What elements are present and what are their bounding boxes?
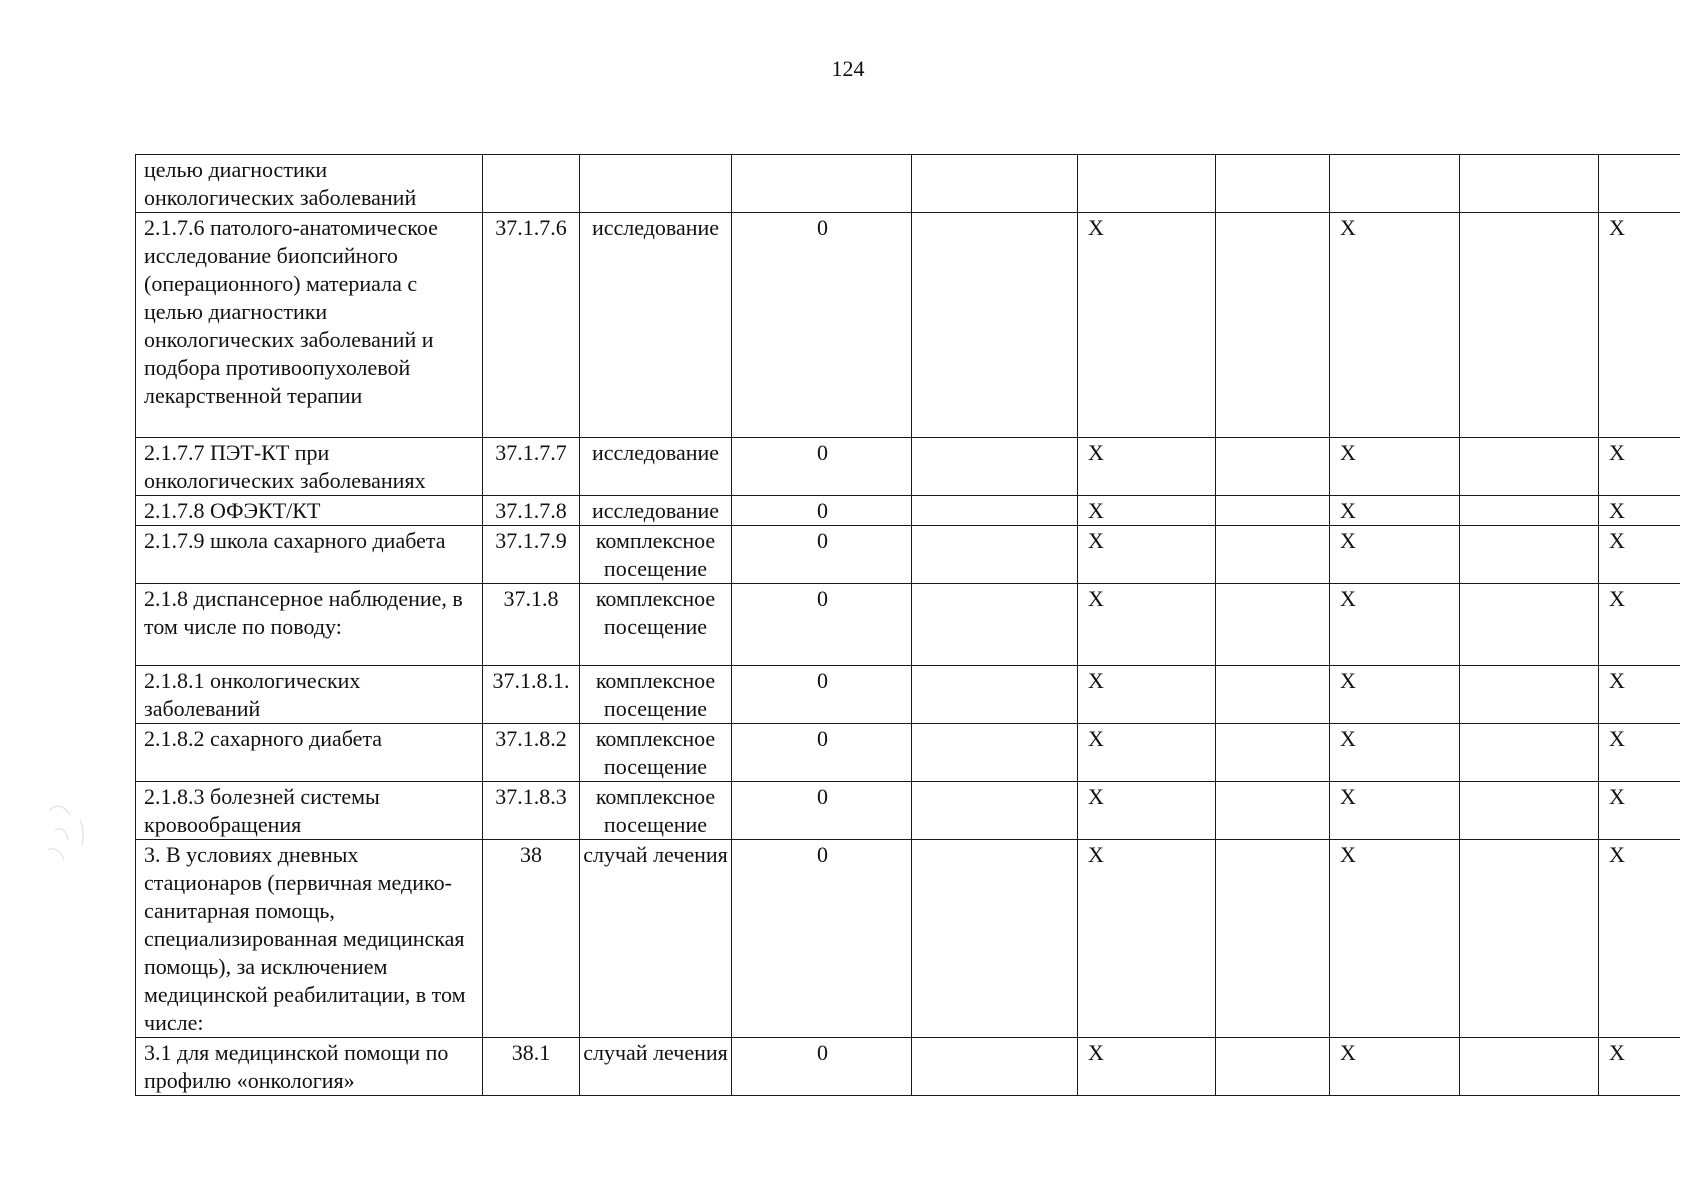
- row-name-cell: 2.1.8.3 болезней системы кровообращения: [136, 782, 483, 840]
- row-name-cell: 2.1.8 диспансерное наблюдение, в том числе по поводу:: [136, 584, 483, 666]
- row-x-cell: X: [1078, 1038, 1216, 1096]
- empty-cell: [1216, 724, 1330, 782]
- row-code-cell: 37.1.8.3: [483, 782, 580, 840]
- row-code-cell: 37.1.8.1.: [483, 666, 580, 724]
- row-value-cell: 0: [732, 1038, 912, 1096]
- empty-cell: [912, 438, 1078, 496]
- row-x-cell: X: [1599, 213, 1681, 438]
- empty-cell: [1216, 666, 1330, 724]
- row-x-cell: X: [1330, 782, 1460, 840]
- row-unit-cell: комплексное посещение: [580, 584, 732, 666]
- row-x-cell: X: [1078, 213, 1216, 438]
- row-x-cell: X: [1599, 1038, 1681, 1096]
- row-x-cell: X: [1330, 666, 1460, 724]
- table-row: [136, 438, 1681, 496]
- row-name-cell: 3.1 для медицинской помощи по профилю «онкология»: [136, 1038, 483, 1096]
- row-name-cell: 2.1.7.7 ПЭТ-КТ при онкологических заболеваниях: [136, 438, 483, 496]
- row-value-cell: [732, 155, 912, 213]
- row-name-cell: 2.1.8.2 сахарного диабета: [136, 724, 483, 782]
- row-name-cell: 2.1.7.8 ОФЭКТ/КТ: [136, 496, 483, 526]
- row-x-cell: X: [1078, 840, 1216, 1038]
- table-row: [136, 584, 1681, 666]
- table-row: [136, 1038, 1681, 1096]
- row-x-cell: X: [1599, 840, 1681, 1038]
- row-unit-cell: комплексное посещение: [580, 724, 732, 782]
- row-unit-cell: исследование: [580, 213, 732, 438]
- row-unit-cell: случай лечения: [580, 840, 732, 1038]
- row-x-cell: X: [1599, 666, 1681, 724]
- empty-cell: [1216, 584, 1330, 666]
- table-row: [136, 155, 1681, 213]
- empty-cell: [1460, 438, 1599, 496]
- empty-cell: [1216, 155, 1330, 213]
- row-x-cell: X: [1330, 1038, 1460, 1096]
- empty-cell: [912, 584, 1078, 666]
- row-x-cell: X: [1078, 526, 1216, 584]
- row-unit-cell: комплексное посещение: [580, 666, 732, 724]
- empty-cell: [1216, 213, 1330, 438]
- empty-cell: [1216, 438, 1330, 496]
- row-x-cell: [1078, 155, 1216, 213]
- row-name-cell: 2.1.8.1 онкологических заболеваний: [136, 666, 483, 724]
- row-x-cell: X: [1330, 213, 1460, 438]
- row-x-cell: X: [1599, 496, 1681, 526]
- table-row: [136, 496, 1681, 526]
- row-value-cell: 0: [732, 584, 912, 666]
- row-x-cell: X: [1599, 724, 1681, 782]
- row-x-cell: X: [1330, 526, 1460, 584]
- empty-cell: [912, 724, 1078, 782]
- empty-cell: [1460, 526, 1599, 584]
- row-unit-cell: исследование: [580, 438, 732, 496]
- empty-cell: [912, 666, 1078, 724]
- row-value-cell: 0: [732, 213, 912, 438]
- row-x-cell: X: [1330, 724, 1460, 782]
- row-unit-cell: [580, 155, 732, 213]
- row-value-cell: 0: [732, 840, 912, 1038]
- empty-cell: [912, 526, 1078, 584]
- row-x-cell: X: [1599, 584, 1681, 666]
- row-value-cell: 0: [732, 526, 912, 584]
- row-x-cell: X: [1078, 584, 1216, 666]
- row-code-cell: [483, 155, 580, 213]
- scan-artifact: [40, 790, 110, 880]
- row-code-cell: 37.1.7.6: [483, 213, 580, 438]
- row-value-cell: 0: [732, 496, 912, 526]
- table-row: [136, 782, 1681, 840]
- row-x-cell: X: [1599, 526, 1681, 584]
- row-value-cell: 0: [732, 782, 912, 840]
- row-x-cell: X: [1078, 496, 1216, 526]
- row-code-cell: 37.1.8.2: [483, 724, 580, 782]
- row-code-cell: 37.1.8: [483, 584, 580, 666]
- row-x-cell: X: [1599, 782, 1681, 840]
- row-code-cell: 37.1.7.9: [483, 526, 580, 584]
- row-unit-cell: исследование: [580, 496, 732, 526]
- empty-cell: [1460, 155, 1599, 213]
- row-x-cell: X: [1330, 840, 1460, 1038]
- row-name-cell: целью диагностики онкологических заболеваний: [136, 155, 483, 213]
- row-value-cell: 0: [732, 666, 912, 724]
- row-x-cell: [1599, 155, 1681, 213]
- empty-cell: [912, 1038, 1078, 1096]
- empty-cell: [1216, 840, 1330, 1038]
- row-code-cell: 37.1.7.8: [483, 496, 580, 526]
- row-code-cell: 37.1.7.7: [483, 438, 580, 496]
- row-x-cell: X: [1078, 438, 1216, 496]
- row-x-cell: X: [1078, 666, 1216, 724]
- table-container: [135, 154, 1680, 1096]
- table-row: [136, 840, 1681, 1038]
- row-code-cell: 38: [483, 840, 580, 1038]
- row-name-cell: 3. В условиях дневных стационаров (первичная медико-санитарная помощь, специализированная медицинская помощь), за исключением медицинской реабилитации, в том числе:: [136, 840, 483, 1038]
- empty-cell: [1460, 666, 1599, 724]
- row-value-cell: 0: [732, 724, 912, 782]
- row-x-cell: X: [1330, 438, 1460, 496]
- empty-cell: [1216, 782, 1330, 840]
- empty-cell: [1460, 496, 1599, 526]
- row-unit-cell: комплексное посещение: [580, 526, 732, 584]
- empty-cell: [1460, 213, 1599, 438]
- row-x-cell: [1330, 155, 1460, 213]
- row-unit-cell: случай лечения: [580, 1038, 732, 1096]
- empty-cell: [1460, 584, 1599, 666]
- row-code-cell: 38.1: [483, 1038, 580, 1096]
- table-body: [136, 155, 1681, 1096]
- data-table: [135, 154, 1680, 1096]
- row-x-cell: X: [1330, 584, 1460, 666]
- page-number: 124: [831, 56, 865, 81]
- row-x-cell: X: [1078, 782, 1216, 840]
- empty-cell: [912, 155, 1078, 213]
- empty-cell: [1460, 782, 1599, 840]
- row-x-cell: X: [1599, 438, 1681, 496]
- row-x-cell: X: [1078, 724, 1216, 782]
- row-value-cell: 0: [732, 438, 912, 496]
- empty-cell: [912, 496, 1078, 526]
- table-row: [136, 724, 1681, 782]
- empty-cell: [1216, 526, 1330, 584]
- row-name-cell: 2.1.7.6 патолого-анатомическое исследование биопсийного (операционного) материала с целью диагностики онкологических заболеваний и подбора противоопухолевой лекарственной терапии: [136, 213, 483, 438]
- empty-cell: [1460, 840, 1599, 1038]
- empty-cell: [912, 782, 1078, 840]
- table-row: [136, 213, 1681, 438]
- empty-cell: [912, 213, 1078, 438]
- empty-cell: [1460, 724, 1599, 782]
- empty-cell: [1460, 1038, 1599, 1096]
- empty-cell: [1216, 496, 1330, 526]
- table-row: [136, 666, 1681, 724]
- empty-cell: [912, 840, 1078, 1038]
- empty-cell: [1216, 1038, 1330, 1096]
- table-row: [136, 526, 1681, 584]
- row-name-cell: 2.1.7.9 школа сахарного диабета: [136, 526, 483, 584]
- row-unit-cell: комплексное посещение: [580, 782, 732, 840]
- row-x-cell: X: [1330, 496, 1460, 526]
